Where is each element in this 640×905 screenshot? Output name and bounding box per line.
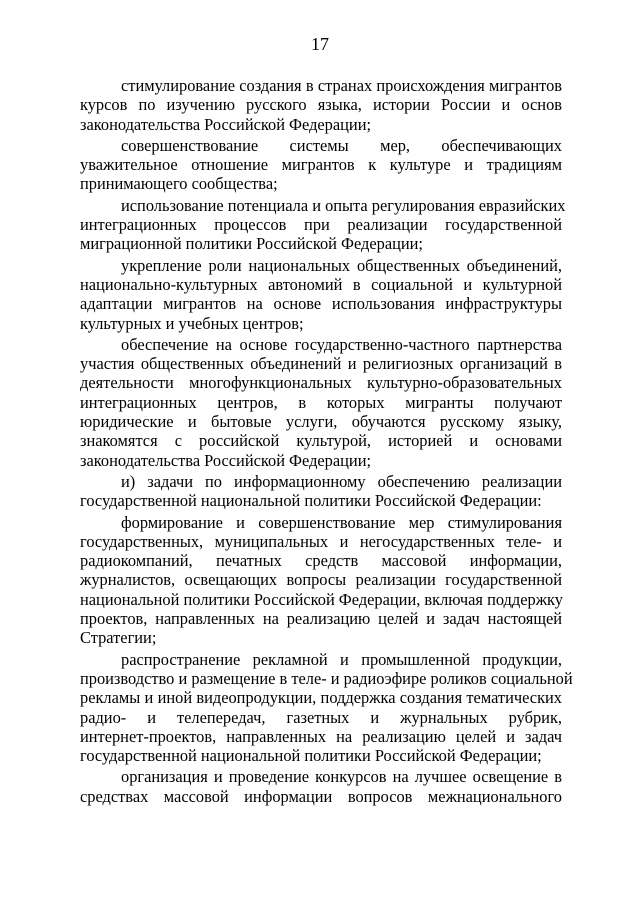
text-line: организация и проведение конкурсов на лучшее освещение в	[121, 767, 562, 787]
text-line: совершенствование системы мер, обеспечивающих	[121, 135, 562, 155]
paragraph	[80, 335, 562, 470]
paragraph	[80, 472, 562, 511]
text-line: принимающего сообщества;	[80, 174, 278, 194]
text-line: радио- и телепередач, газетных и журнальных рубрик,	[80, 707, 562, 727]
text-line: и) задачи по информационному обеспечению реализации	[121, 471, 562, 491]
text-line: интеграционных процессов при реализации государственной	[80, 215, 562, 235]
text-line: национально-культурных автономий в социальной и культурной	[80, 274, 562, 294]
text-line: обеспечение на основе государственно-частного партнерства	[121, 334, 562, 354]
paragraph	[80, 649, 573, 766]
text-line: знакомятся с российской культурой, историей и основами	[80, 431, 562, 451]
text-line: производство и размещение в теле- и радиоэфире роликов социальной	[80, 668, 573, 688]
paragraph	[80, 195, 566, 254]
text-line: журналистов, освещающих вопросы реализации государственной	[80, 570, 562, 590]
paragraph	[80, 136, 562, 194]
text-line: миграционной политики Российской Федерации;	[80, 234, 423, 254]
text-line: национальной политики Российской Федерации, включая поддержку	[80, 589, 563, 609]
page-number: 17	[311, 34, 329, 54]
text-line: укрепление роли национальных общественных объединений,	[121, 255, 562, 275]
text-line: стимулирование создания в странах происхождения мигрантов	[121, 76, 562, 95]
text-line: проектов, направленных на реализацию целей и задач настоящей	[80, 609, 562, 629]
text-line: Стратегии;	[80, 628, 157, 648]
text-line: деятельности многофункциональных культурно-образовательных	[80, 373, 562, 393]
paragraph	[80, 767, 562, 806]
paragraph	[80, 76, 562, 134]
text-line: радиокомпаний, печатных средств массовой информации,	[80, 551, 562, 571]
text-line: адаптации мигрантов на основе использования инфраструктуры	[80, 294, 562, 314]
text-line: государственных, муниципальных и негосударственных теле- и	[80, 531, 562, 551]
text-line: средствах массовой информации вопросов межнационального	[80, 786, 562, 806]
text-line: рекламы и иной видеопродукции, поддержка создания тематических	[80, 688, 562, 708]
text-line: уважительное отношение мигрантов к культуре и традициям	[80, 155, 562, 175]
text-line: курсов по изучению русского языка, истории России и основ	[80, 95, 562, 115]
text-line: использование потенциала и опыта регулирования евразийских	[121, 195, 566, 215]
text-line: государственной национальной политики Российской Федерации;	[80, 746, 542, 766]
text-line: юридические и бытовые услуги, обучаются русскому языку,	[80, 412, 562, 432]
text-line: формирование и совершенствование мер стимулирования	[121, 512, 562, 532]
text-line: законодательства Российской Федерации;	[80, 114, 372, 134]
text-line: государственной национальной политики Российской Федерации:	[80, 491, 542, 511]
paragraph	[80, 513, 562, 648]
text-line: участия общественных объединений и религиозных организаций в	[80, 354, 562, 374]
document-body	[80, 76, 573, 808]
text-line: распространение рекламной и промышленной продукции,	[121, 649, 562, 669]
paragraph	[80, 256, 562, 333]
text-line: законодательства Российской Федерации;	[80, 450, 372, 470]
text-line: интернет-проектов, направленных на реализацию целей и задач	[80, 726, 562, 746]
text-line: культурных и учебных центров;	[80, 313, 304, 333]
text-line: интеграционных центров, в которых мигранты получают	[80, 392, 562, 412]
